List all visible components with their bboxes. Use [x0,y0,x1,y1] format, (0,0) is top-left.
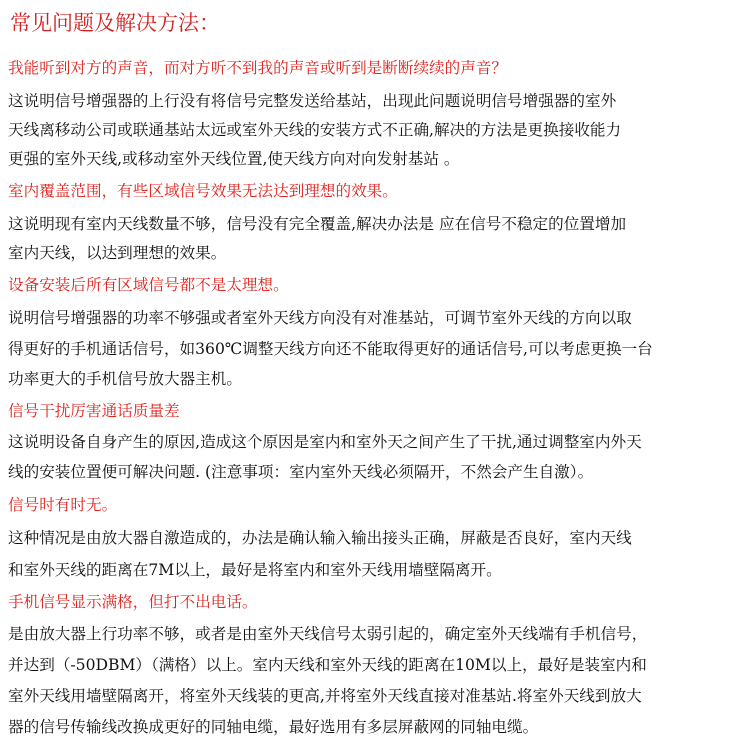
faq-answer-line: 是由放大器上行功率不够，或者是由室外天线信号太弱引起的，确定室外天线端有手机信号， [8,625,648,643]
faq-answer-line: 这说明设备自身产生的原因,造成这个原因是室内和室外天之间产生了干扰,通过调整室内外天 [8,433,642,451]
page-title: 常见问题及解决方法： [10,11,220,35]
faq-answer-line: 这说明现有室内天线数量不够，信号没有完全覆盖,解决办法是 应在信号不稳定的位置增加 [8,215,627,233]
faq-question: 室内覆盖范围，有些区域信号效果无法达到理想的效果。 [8,182,398,200]
faq-question: 我能听到对方的声音，而对方听不到我的声音或听到是断断续续的声音？ [8,59,508,77]
faq-answer-line: 器的信号传输线改换成更好的同轴电缆，最好选用有多层屏蔽网的同轴电缆。 [8,718,539,736]
faq-answer-line: 和室外天线的距离在7M以上，最好是将室内和室外天线用墙壁隔离开。 [8,561,502,579]
faq-answer-line: 线的安装位置便可解决问题. (注意事项：室内室外天线必须隔开，不然会产生自激）。 [8,463,594,481]
faq-answer-line: 说明信号增强器的功率不够强或者室外天线方向没有对准基站，可调节室外天线的方向以取 [8,309,632,327]
faq-answer-line: 天线离移动公司或联通基站太远或室外天线的安装方式不正确,解决的方法是更换接收能力 [8,121,622,139]
faq-question: 信号时有时无。 [8,496,118,514]
faq-answer-line: 功率更大的手机信号放大器主机。 [8,370,242,388]
faq-answer-line: 这说明信号增强器的上行没有将信号完整发送给基站，出现此问题说明信号增强器的室外 [8,92,617,110]
faq-question: 设备安装后所有区域信号都不是太理想。 [8,276,289,294]
faq-answer-line: 这种情况是由放大器自激造成的，办法是确认输入输出接头正确，屏蔽是否良好，室内天线 [8,529,632,547]
faq-answer-line: 更强的室外天线,或移动室外天线位置,使天线方向对向发射基站 。 [8,150,460,168]
faq-question: 信号干扰厉害通话质量差 [8,402,180,420]
faq-answer-line: 得更好的手机通话信号，如360℃调整天线方向还不能取得更好的通话信号,可以考虑更换一台 [8,340,653,358]
faq-answer-line: 室外天线用墙壁隔离开，将室外天线装的更高,并将室外天线直接对准基站.将室外天线到放大 [8,687,642,705]
faq-answer-line: 并达到（-50DBM）（满格）以上。室内天线和室外天线的距离在10M以上，最好是装室内和 [8,656,647,674]
faq-answer-line: 室内天线，以达到理想的效果。 [8,244,227,262]
faq-question: 手机信号显示满格，但打不出电话。 [8,593,258,611]
